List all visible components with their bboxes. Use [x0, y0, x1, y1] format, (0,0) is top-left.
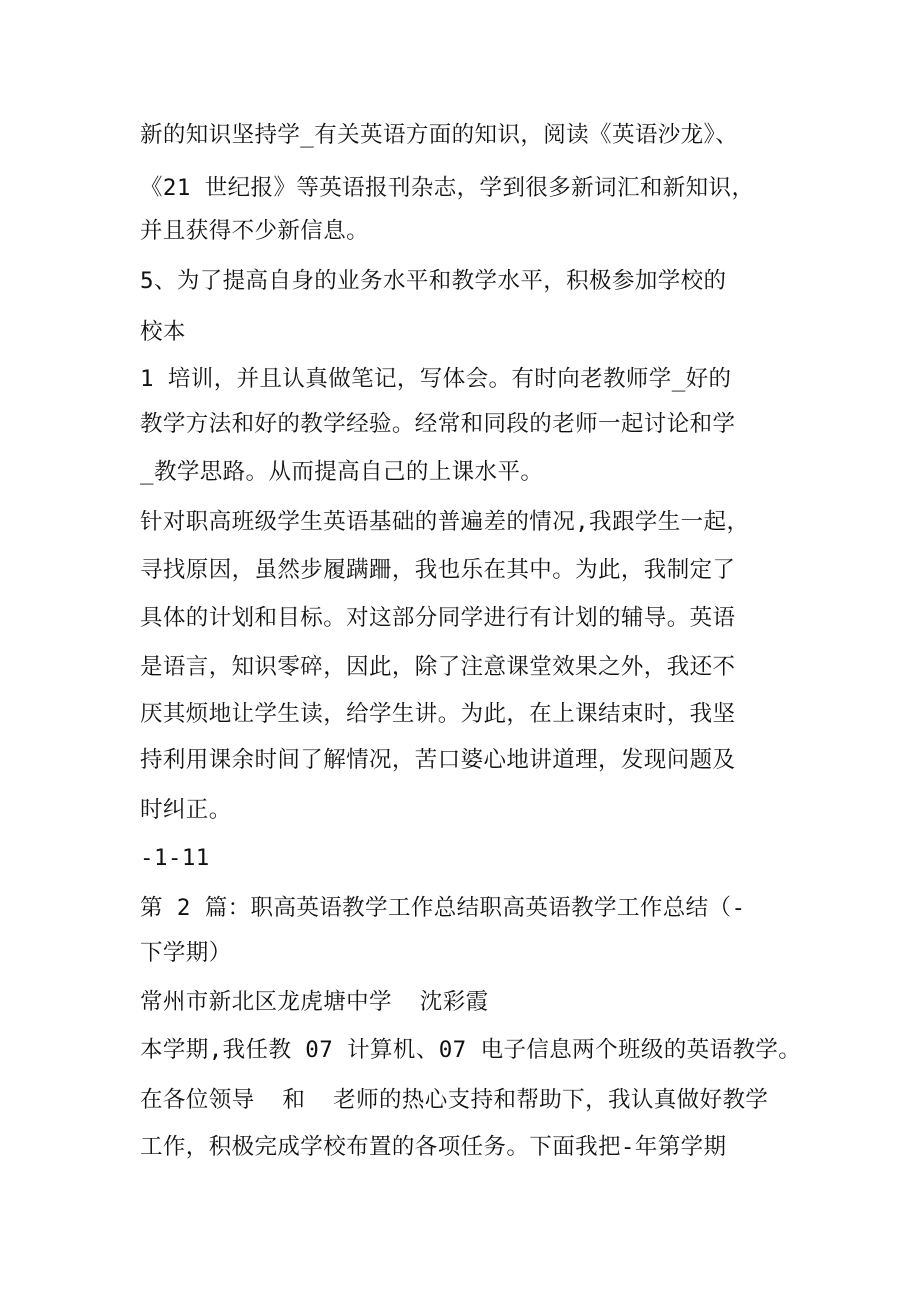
page-number: -1-11 [140, 845, 210, 871]
text-line: 《21 世纪报》等英语报刊杂志，学到很多新词汇和新知识， [140, 175, 755, 201]
text-line: 工作，积极完成学校布置的各项任务。下面我把-年第学期 [140, 1134, 727, 1160]
text-line: 针对职高班级学生英语基础的普遍差的情况,我跟学生一起， [140, 509, 750, 535]
text-line: 寻找原因，虽然步履蹒跚，我也乐在其中。为此，我制定了 [140, 557, 736, 583]
text-line: 厌其烦地让学生读，给学生讲。为此，在上课结束时，我坚 [140, 701, 736, 727]
section-heading: 下学期） [140, 940, 232, 966]
text-line: _教学思路。从而提高自己的上课水平。 [140, 459, 544, 485]
author-line: 常州市新北区龙虎塘中学 沈彩霞 [140, 989, 489, 1015]
text-line: 校本 [140, 319, 186, 345]
text-line: 持利用课余时间了解情况，苦口婆心地讲道理，发现问题及 [140, 747, 736, 773]
text-line: 1 培训，并且认真做笔记，写体会。有时向老教师学_好的 [140, 366, 732, 392]
text-line: 时纠正。 [140, 797, 232, 823]
section-heading: 第 2 篇：职高英语教学工作总结职高英语教学工作总结（- [140, 895, 746, 921]
text-line: 教学方法和好的教学经验。经常和同段的老师一起讨论和学 [140, 411, 736, 437]
text-line: 具体的计划和目标。对这部分同学进行有计划的辅导。英语 [140, 605, 736, 631]
text-line: 并且获得不少新信息。 [140, 218, 370, 244]
text-line: 新的知识坚持学_有关英语方面的知识，阅读《英语沙龙》、 [140, 122, 739, 148]
text-line: 是语言，知识零碎，因此，除了注意课堂效果之外，我还不 [140, 654, 736, 680]
text-line: 在各位领导 和 老师的热心支持和帮助下，我认真做好教学 [140, 1087, 769, 1113]
text-line: 本学期,我任教 07 计算机、07 电子信息两个班级的英语教学。 [140, 1037, 802, 1063]
text-line: 5、为了提高自身的业务水平和教学水平，积极参加学校的 [140, 268, 727, 294]
